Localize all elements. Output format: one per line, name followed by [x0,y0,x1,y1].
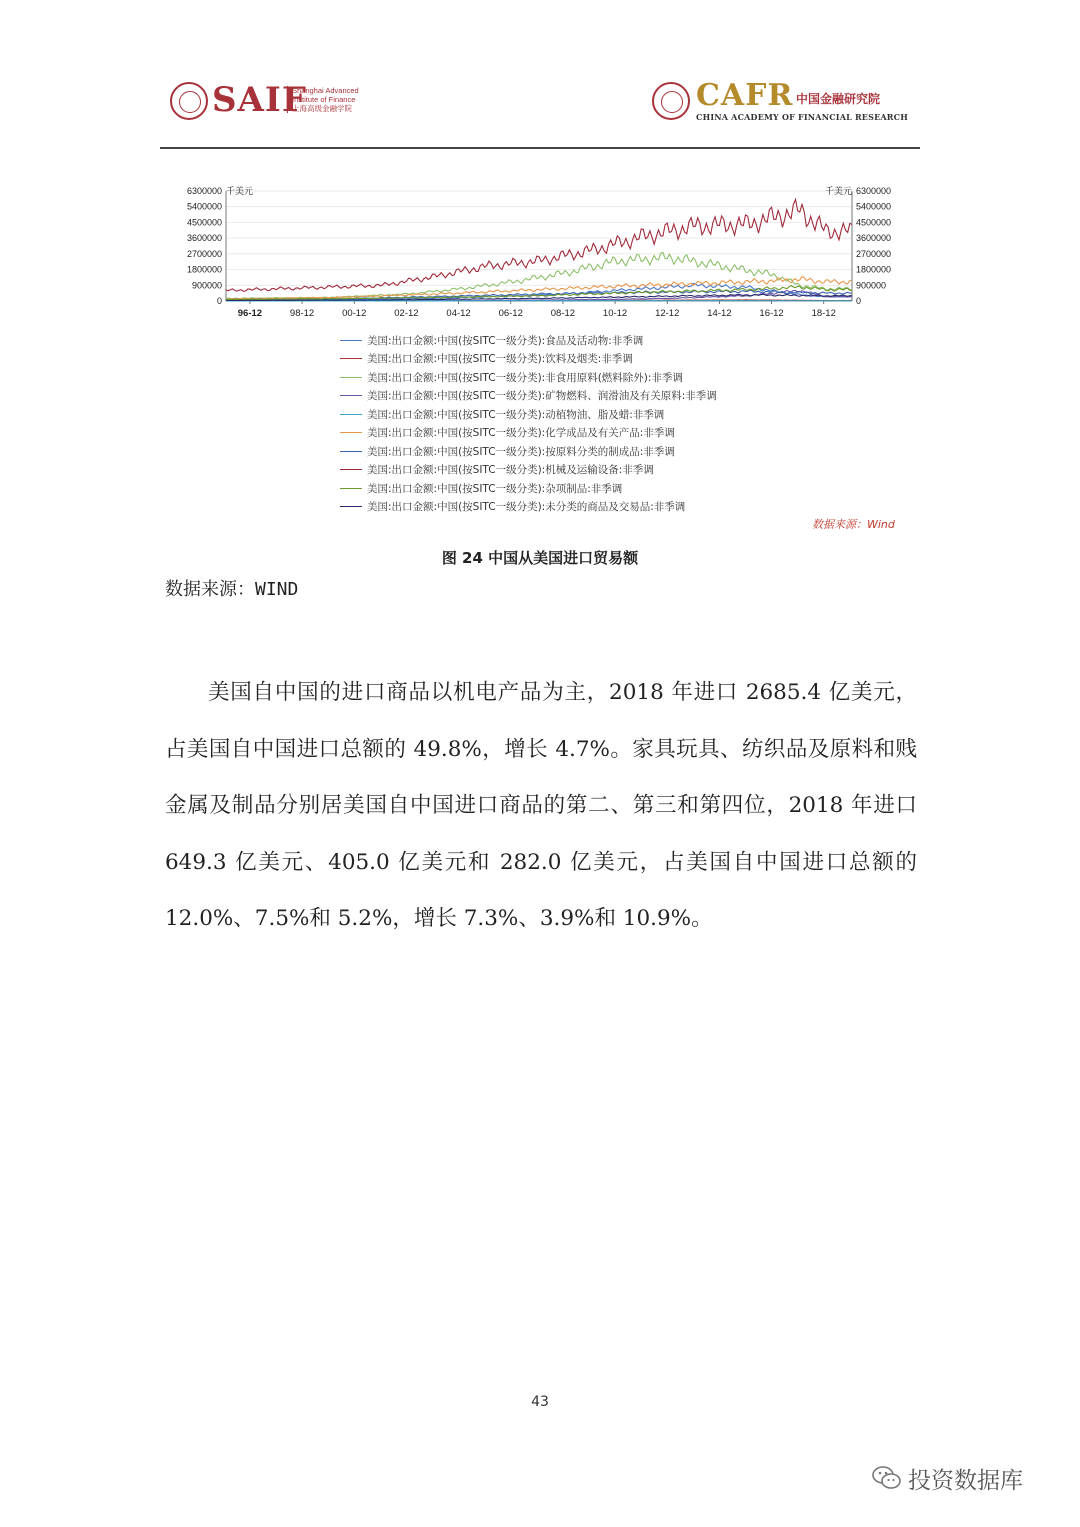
x-tick-label: 16-12 [759,308,784,319]
x-tick-label: 96-12 [237,308,263,319]
y-tick-label-left: 2700000 [186,248,222,259]
y-unit-right: 千美元 [824,186,852,196]
legend-swatch [340,395,362,396]
cafr-logo-word: CAFR [696,78,794,113]
y-tick-label-right: 0 [856,296,862,306]
x-tick-label: 98-12 [289,308,315,319]
legend-swatch [340,358,362,359]
legend-item [340,498,820,517]
legend-swatch [340,451,362,452]
x-tick-label: 18-12 [811,308,836,319]
y-tick-label-left: 900000 [191,280,222,291]
legend-item [340,331,820,350]
watermark [872,1458,1023,1498]
y-tick-label-left: 5400000 [186,201,222,212]
legend-swatch [340,469,362,470]
legend-label: 美国:出口金额:中国(按SITC一级分类):饮料及烟类:非季调 [367,353,633,366]
x-tick-label: 00-12 [342,308,367,319]
y-tick-label-left: 4500000 [186,217,222,228]
legend-label: 美国:出口金额:中国(按SITC一级分类):动植物油、脂及蜡:非季调 [367,408,665,421]
legend-item [340,442,820,461]
saif-logo-word: SAIF [212,80,307,120]
y-axis-left [187,186,222,306]
plot-area [226,191,852,301]
x-tick-label: 06-12 [498,308,523,319]
x-tick-label: 12-12 [655,308,680,319]
y-tick-label-right: 6300000 [856,186,892,196]
y-tick-label-right: 900000 [856,280,887,291]
x-tick-label: 10-12 [602,308,628,319]
saif-sub-line: Institute of Finance [292,95,356,104]
y-tick-label-right: 1800000 [856,264,892,275]
legend-item [340,405,820,424]
legend-label: 美国:出口金额:中国(按SITC一级分类):机械及运输设备:非季调 [367,464,654,477]
x-axis [238,301,836,319]
cafr-seal-icon [652,82,690,120]
legend-label: 美国:出口金额:中国(按SITC一级分类):化学成品及有关产品:非季调 [367,427,675,440]
legend-swatch [340,340,362,341]
legend-swatch [340,414,362,415]
legend-item [340,368,820,387]
body-text [165,665,917,948]
x-tick-label: 08-12 [550,308,576,319]
legend-swatch [340,506,362,507]
saif-logo-subtitle [287,86,359,113]
y-tick-label-left: 1800000 [186,264,222,275]
watermark-text: 投资数据库 [908,1467,1023,1494]
legend-label: 美国:出口金额:中国(按SITC一级分类):杂项制品:非季调 [367,482,623,495]
wechat-icon [872,1465,902,1491]
y-axis-right [856,186,891,306]
legend-label: 美国:出口金额:中国(按SITC一级分类):矿物燃料、润滑油及有关原料:非季调 [367,390,717,403]
legend-label: 美国:出口金额:中国(按SITC一级分类):未分类的商品及交易品:非季调 [367,501,686,514]
y-unit-left: 千美元 [226,186,254,196]
chart-source: 数据来源：Wind [812,518,895,531]
y-tick-label-right: 3600000 [856,233,892,244]
y-tick-label-left: 6300000 [186,186,222,196]
legend-item [340,387,820,406]
header-rule [160,147,920,149]
legend-item [340,350,820,369]
page-number: 43 [531,1394,549,1410]
saif-logo [170,80,370,124]
y-tick-label-left: 3600000 [186,233,222,244]
legend-item [340,461,820,480]
saif-sub-line: Shanghai Advanced [292,86,359,95]
y-tick-label-right: 5400000 [856,201,892,212]
saif-seal-icon [170,82,208,120]
data-source-line: 数据来源：WIND [165,579,299,600]
legend-item [340,424,820,443]
legend-swatch [340,377,362,378]
cafr-logo-cn: 中国金融研究院 [796,92,881,106]
x-tick-label: 14-12 [707,308,732,319]
x-tick-label: 02-12 [394,308,419,319]
x-tick-label: 04-12 [446,308,471,319]
cafr-logo [652,80,922,126]
y-tick-label-left: 0 [216,296,222,306]
cafr-logo-en: CHINA ACADEMY OF FINANCIAL RESEARCH [696,112,908,122]
legend-swatch [340,432,362,433]
chart-legend [340,331,820,516]
y-tick-label-right: 4500000 [856,217,892,228]
saif-sub-line: 上海高级金融学院 [292,104,352,113]
legend-label: 美国:出口金额:中国(按SITC一级分类):按原料分类的制成品:非季调 [367,445,675,458]
legend-label: 美国:出口金额:中国(按SITC一级分类):食品及活动物:非季调 [367,334,644,347]
legend-label: 美国:出口金额:中国(按SITC一级分类):非食用原料(燃料除外):非季调 [367,371,683,384]
y-tick-label-right: 2700000 [856,248,892,259]
body-paragraph: 美国自中国的进口商品以机电产品为主，2018 年进口 2685.4 亿美元，占美国自中国进口总额的 49.8%，增长 4.7%。家具玩具、纺织品及原料和贱金属及制品分别居美国自中国进口商品的第二、第三和第四位，2018 年进口 649.3 亿美元、405.0 亿美元和 282.0 亿美元，占美国自中国进口总额的 12.0%、7.5%和 5.2%，增长 7.3%、3.9%和 10.9%。 [165,680,917,931]
legend-item [340,479,820,498]
legend-swatch [340,488,362,489]
figure-caption: 图 24 中国从美国进口贸易额 [441,549,639,567]
